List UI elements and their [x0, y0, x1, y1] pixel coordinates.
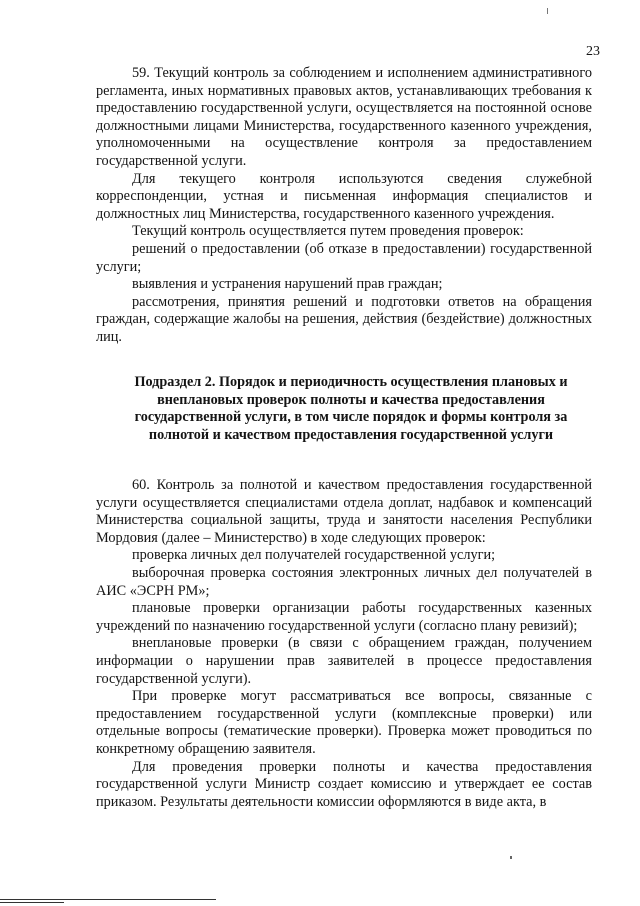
- list-item: проверка личных дел получателей государственной услуги;: [132, 547, 496, 564]
- scan-speck: [510, 856, 512, 859]
- list-item: выявления и устранения нарушений прав граждан;: [132, 276, 443, 293]
- paragraph: При проверке могут рассматриваться все вопросы, связанные с предоставлением государственной услуги (комплексные проверки) или отдельные вопросы (тематические проверки). Проверка может проводиться по конкретному обращению заявителя.: [96, 688, 592, 757]
- list-item: решений о предоставлении (об отказе в предоставлении) государственной услуги;: [96, 240, 592, 275]
- list-item: внеплановые проверки (в связи с обращением граждан, получением информации о нарушении прав заявителей в процессе предоставления государственной услуги).: [96, 635, 592, 687]
- scan-mark: [547, 8, 548, 14]
- list-item: плановые проверки организации работы государственных казенных учреждений по назначению государственной услуги (согласно плану ревизий);: [96, 600, 592, 634]
- section-60: [96, 477, 592, 811]
- subsection-heading: Подраздел 2. Порядок и периодичность осуществления плановых и внеплановых проверок полноты и качества предоставления государственной услуги, в том числе порядок и формы контроля за полнотой и качеством предоставления государственной услуги: [134, 374, 568, 443]
- section-59: [96, 65, 592, 347]
- footnote-rule: [0, 899, 216, 900]
- page-number: 23: [586, 44, 600, 59]
- paragraph: 59. Текущий контроль за соблюдением и исполнением административного регламента, иных нормативных правовых актов, устанавливающих требования к предоставлению государственной услуги, осуществляется на постоянной основе должностными лицами Министерства, государственного казенного учреждения, уполномоченными на осуществление контроля за предоставлением государственной услуги.: [96, 65, 592, 169]
- paragraph: Для текущего контроля используются сведения служебной корреспонденции, устная и письменная информация специалистов и должностных лиц Министерства, государственного казенного учреждения.: [96, 170, 592, 222]
- list-item: выборочная проверка состояния электронных личных дел получателей в АИС «ЭСРН РМ»;: [96, 564, 592, 599]
- paragraph: 60. Контроль за полнотой и качеством предоставления государственной услуги осуществляется специалистами отдела доплат, надбавок и компенсаций Министерства социальной защиты, труда и занятости населения Республики Мордовия (далее – Министерство) в ходе следующих проверок:: [96, 477, 592, 546]
- paragraph: Текущий контроль осуществляется путем проведения проверок:: [132, 223, 524, 240]
- list-item: рассмотрения, принятия решений и подготовки ответов на обращения граждан, содержащие жалобы на решения, действия (бездействие) должностных лиц.: [96, 293, 592, 345]
- footnote-rule-short: [0, 902, 64, 903]
- paragraph: Для проведения проверки полноты и качества предоставления государственной услуги Министр создает комиссию и утверждает ее состав приказом. Результаты деятельности комиссии оформляются в виде акта, в: [96, 758, 592, 810]
